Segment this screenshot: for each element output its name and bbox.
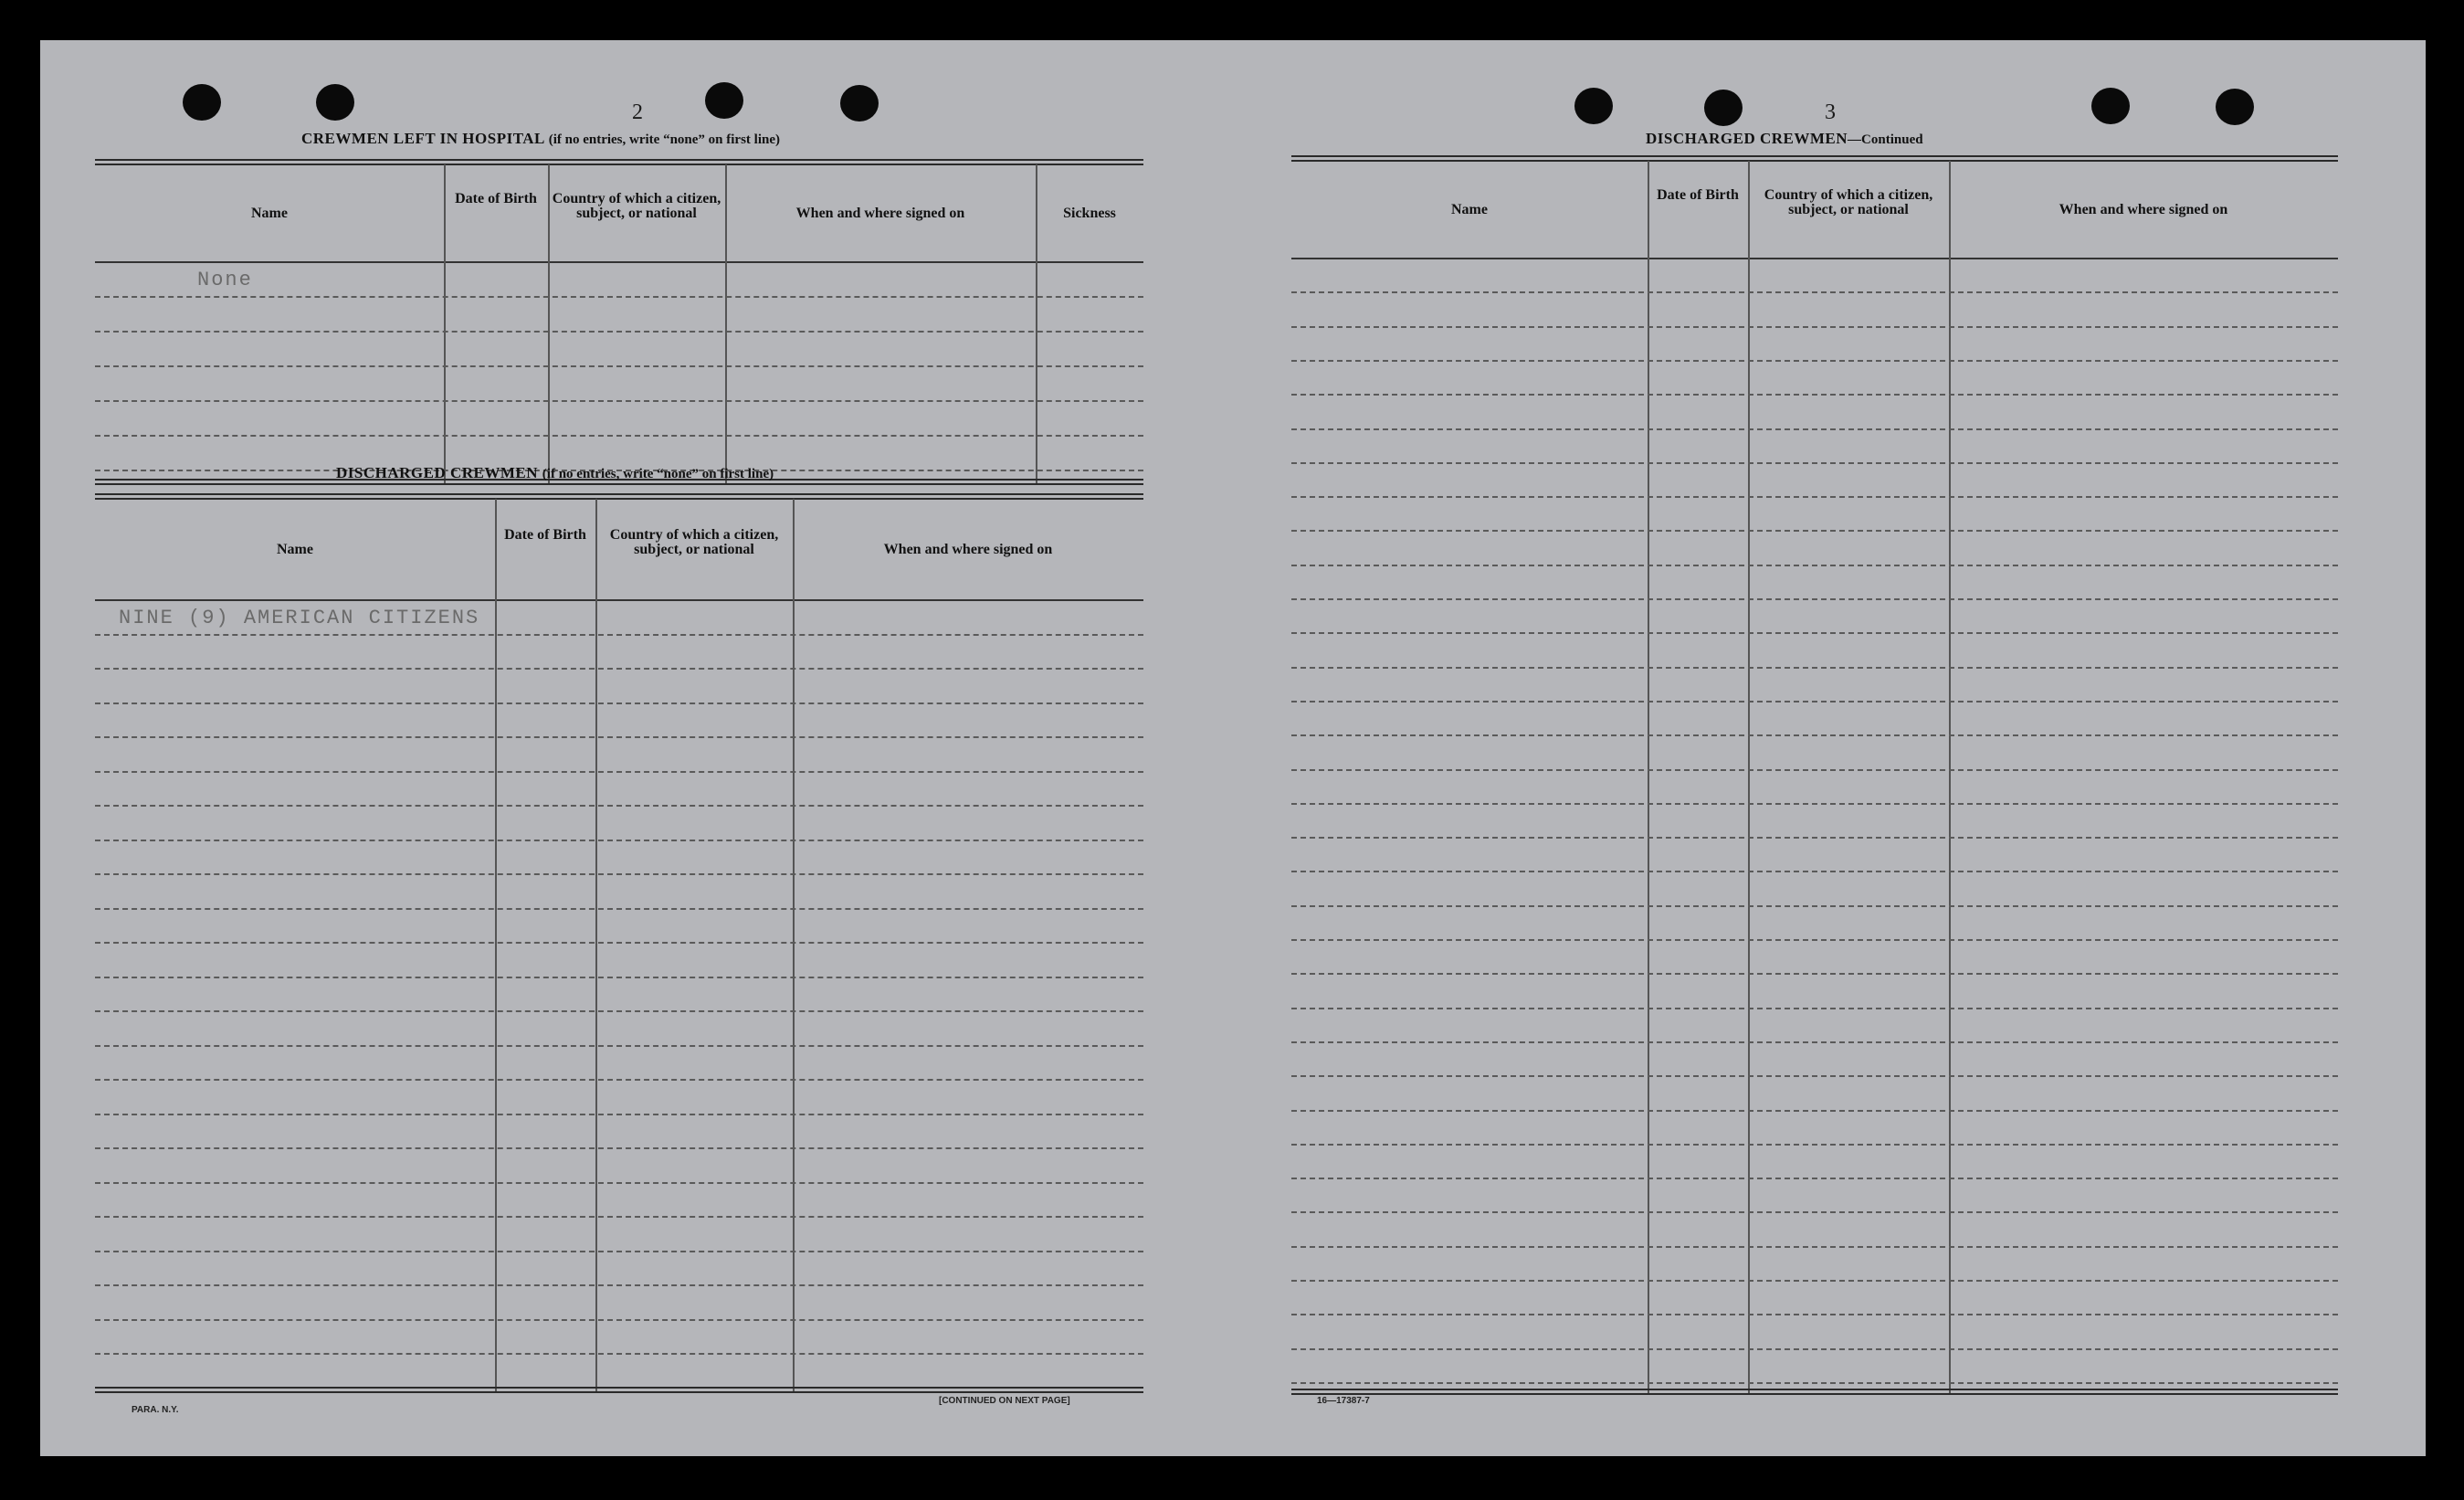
- column-header: Name: [277, 542, 313, 557]
- row-line: [95, 908, 1143, 910]
- row-line: [95, 435, 1143, 437]
- discharged-continued-title: DISCHARGED CREWMEN—Continued: [1646, 130, 1923, 147]
- column-header: Country of which a citizen, subject, or national: [1764, 187, 1933, 217]
- table-top-rule: [95, 498, 1143, 500]
- row-line: [1291, 632, 2338, 634]
- row-line: [95, 771, 1143, 773]
- row-line: [95, 977, 1143, 978]
- hospital-section-title: CREWMEN LEFT IN HOSPITAL (if no entries, write “none” on first line): [301, 130, 780, 147]
- row-line: [1291, 734, 2338, 736]
- table-top-rule: [1291, 160, 2338, 162]
- column-header: When and where signed on: [2059, 202, 2228, 217]
- row-line: [1291, 598, 2338, 600]
- row-line: [1291, 1075, 2338, 1077]
- footer-printer-mark: PARA. N.Y.: [132, 1405, 179, 1415]
- table-bottom-rule: [95, 1387, 1143, 1389]
- footer-continued: [CONTINUED ON NEXT PAGE]: [939, 1396, 1070, 1406]
- column-header: Country of which a citizen, subject, or national: [552, 191, 721, 221]
- row-line: [1291, 1280, 2338, 1282]
- row-line: [95, 365, 1143, 367]
- row-line: [1291, 1110, 2338, 1112]
- row-line: [1291, 326, 2338, 328]
- column-header: Date of Birth: [455, 191, 537, 206]
- typed-entry: NINE (9) AMERICAN CITIZENS: [119, 606, 480, 629]
- row-line: [95, 1114, 1143, 1115]
- row-line: [1291, 871, 2338, 872]
- table-bottom-rule: [95, 1391, 1143, 1393]
- column-divider: [1648, 161, 1649, 1394]
- typed-entry: None: [197, 269, 253, 291]
- punch-hole: [705, 82, 743, 119]
- row-line: [95, 1045, 1143, 1047]
- row-line: [1291, 1211, 2338, 1213]
- row-line: [95, 400, 1143, 402]
- row-line: [95, 1284, 1143, 1286]
- row-line: [95, 873, 1143, 875]
- header-rule: [95, 599, 1143, 601]
- row-line: [95, 805, 1143, 807]
- row-line: [1291, 1144, 2338, 1146]
- punch-hole: [183, 84, 221, 121]
- row-line: [95, 1010, 1143, 1012]
- row-line: [95, 668, 1143, 670]
- column-header: Sickness: [1063, 206, 1116, 221]
- row-line: [95, 634, 1143, 636]
- row-line: [1291, 1008, 2338, 1009]
- row-line: [1291, 701, 2338, 702]
- row-line: [1291, 837, 2338, 839]
- row-line: [1291, 1348, 2338, 1350]
- row-line: [1291, 1246, 2338, 1248]
- row-line: [1291, 1041, 2338, 1043]
- row-line: [1291, 769, 2338, 771]
- row-line: [1291, 530, 2338, 532]
- punch-hole: [2216, 89, 2254, 125]
- row-line: [1291, 394, 2338, 396]
- column-header: When and where signed on: [883, 542, 1053, 557]
- column-divider: [1949, 161, 1951, 1394]
- row-line: [1291, 291, 2338, 293]
- footer-form-number: 16—17387-7: [1317, 1396, 1370, 1406]
- table-top-rule: [95, 159, 1143, 161]
- row-line: [1291, 462, 2338, 464]
- table-top-rule: [1291, 155, 2338, 157]
- column-header: Country of which a citizen, subject, or national: [609, 527, 779, 557]
- row-line: [1291, 973, 2338, 975]
- row-line: [1291, 1178, 2338, 1179]
- column-header: When and where signed on: [795, 206, 965, 221]
- header-rule: [1291, 258, 2338, 259]
- column-header: Date of Birth: [1657, 187, 1739, 203]
- row-line: [1291, 565, 2338, 566]
- discharged-table: [95, 493, 1143, 1392]
- table-bottom-rule: [1291, 1393, 2338, 1395]
- row-line: [95, 1079, 1143, 1081]
- row-line: [1291, 939, 2338, 941]
- punch-hole: [2091, 88, 2130, 124]
- table-bottom-rule: [1291, 1389, 2338, 1390]
- punch-hole: [840, 85, 879, 121]
- page-number-right: 3: [1825, 100, 1836, 124]
- column-divider: [1748, 161, 1750, 1394]
- row-line: [95, 840, 1143, 841]
- table-top-rule: [95, 493, 1143, 495]
- row-line: [95, 1182, 1143, 1184]
- header-rule: [95, 261, 1143, 263]
- row-line: [1291, 803, 2338, 805]
- punch-hole: [1574, 88, 1613, 124]
- row-line: [95, 702, 1143, 704]
- punch-hole: [316, 84, 354, 121]
- row-line: [1291, 360, 2338, 362]
- row-line: [1291, 1382, 2338, 1384]
- table-bottom-rule: [95, 483, 1143, 485]
- discharged-section-title: DISCHARGED CREWMEN (if no entries, write “none” on first line): [336, 464, 774, 481]
- row-line: [95, 1216, 1143, 1218]
- row-line: [95, 1353, 1143, 1355]
- row-line: [1291, 1314, 2338, 1315]
- column-header: Name: [251, 206, 288, 221]
- discharged-continued-table: [1291, 155, 2338, 1394]
- row-line: [95, 1251, 1143, 1252]
- hospital-table: [95, 159, 1143, 484]
- document-sheet: [40, 40, 2426, 1456]
- table-top-rule: [95, 164, 1143, 165]
- row-line: [95, 942, 1143, 944]
- row-line: [95, 736, 1143, 738]
- row-line: [95, 1147, 1143, 1149]
- column-header: Date of Birth: [504, 527, 586, 543]
- row-line: [1291, 496, 2338, 498]
- row-line: [95, 296, 1143, 298]
- row-line: [95, 1319, 1143, 1321]
- row-line: [1291, 667, 2338, 669]
- column-header: Name: [1451, 202, 1488, 217]
- row-line: [1291, 905, 2338, 907]
- row-line: [95, 331, 1143, 333]
- row-line: [1291, 428, 2338, 430]
- page-number-left: 2: [632, 100, 643, 124]
- punch-hole: [1704, 90, 1743, 126]
